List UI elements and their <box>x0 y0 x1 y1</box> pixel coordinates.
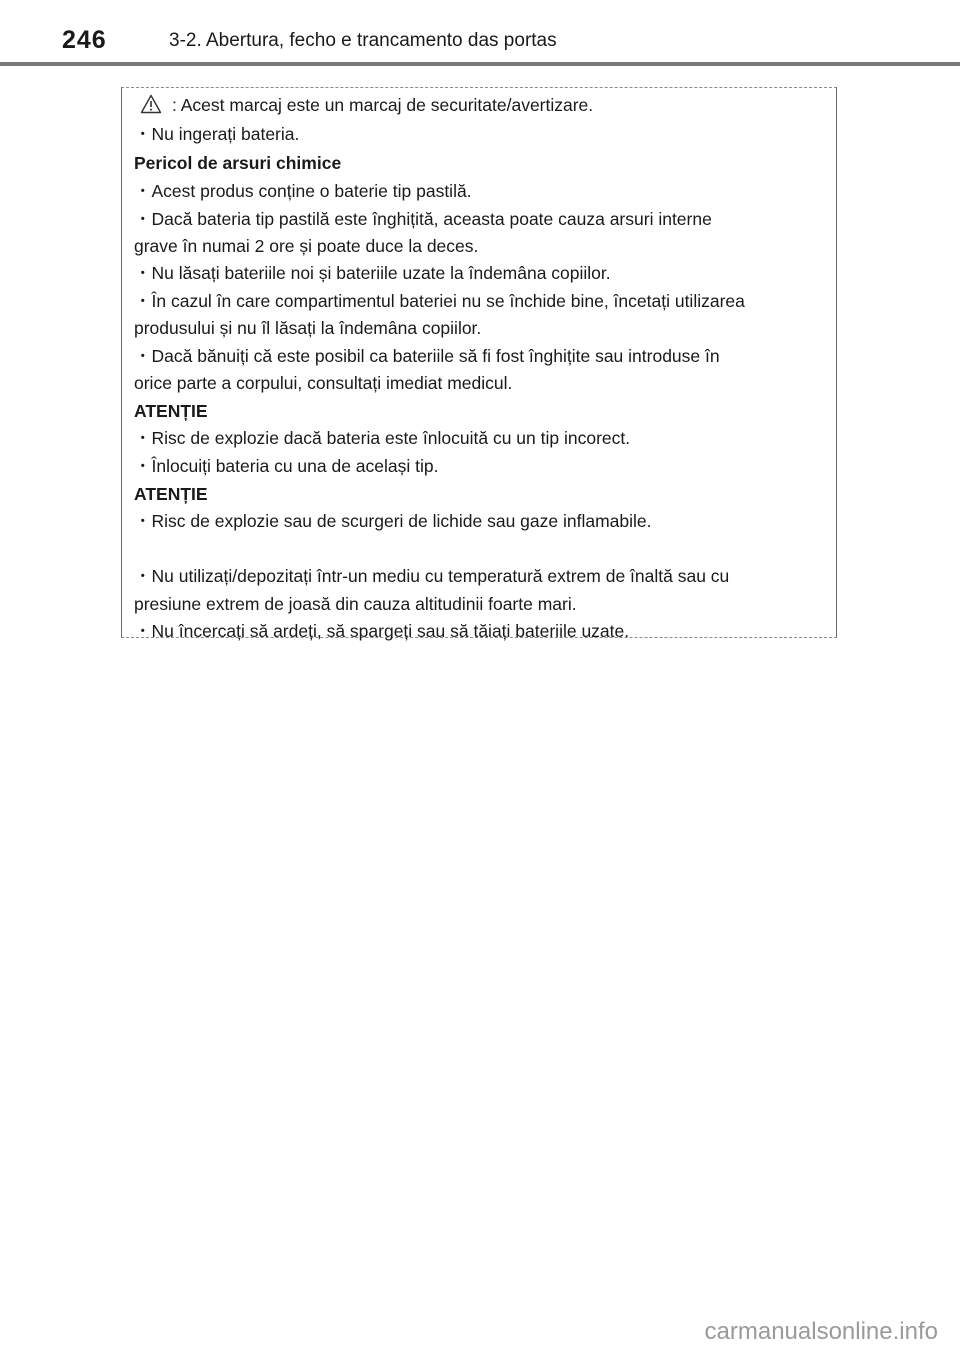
warning-line: ・Înlocuiți bateria cu una de același tip. <box>134 456 439 476</box>
warning-line: ・Nu încercați să ardeți, să spargeți sau să tăiați bateriile uzate. <box>134 621 630 641</box>
warning-line: ・Nu ingerați bateria. <box>134 124 300 144</box>
footer-watermark: carmanualsonline.info <box>704 1318 938 1345</box>
section-title: 3-2. Abertura, fecho e trancamento das portas <box>169 30 557 51</box>
warning-line: ・Acest produs conține o baterie tip pastilă. <box>134 181 472 201</box>
header-divider <box>0 62 960 66</box>
warning-heading: Pericol de arsuri chimice <box>134 153 342 173</box>
warning-line: ・În cazul în care compartimentul bateriei nu se închide bine, încetați utilizarea <box>134 291 745 311</box>
warning-box <box>121 87 837 641</box>
warning-heading: ATENȚIE <box>134 401 208 421</box>
warning-line: ・Dacă bănuiți că este posibil ca bateriile să fi fost înghițite sau introduse în <box>134 346 720 366</box>
warning-line: ・Risc de explozie dacă bateria este înlocuită cu un tip incorect. <box>134 428 631 448</box>
warning-line: ・Dacă bateria tip pastilă este înghițită, aceasta poate cauza arsuri interne <box>134 209 712 229</box>
warning-line: produsului și nu îl lăsați la îndemâna copiilor. <box>134 318 482 338</box>
warning-line: orice parte a corpului, consultați imediat medicul. <box>134 373 513 393</box>
page-number: 246 <box>62 26 107 54</box>
warning-line: grave în numai 2 ore și poate duce la deces. <box>134 236 479 256</box>
page-header <box>0 0 960 66</box>
warning-heading: ATENȚIE <box>134 484 208 504</box>
warning-line-text: : Acest marcaj este un marcaj de securitate/avertizare. <box>172 95 594 115</box>
warning-line: ・Risc de explozie sau de scurgeri de lichide sau gaze inflamabile. <box>134 511 652 531</box>
warning-line: presiune extrem de joasă din cauza altitudinii foarte mari. <box>134 594 577 614</box>
warning-triangle-icon <box>140 94 162 119</box>
warning-line: ・Nu utilizați/depozitați într-un mediu cu temperatură extrem de înaltă sau cu <box>134 566 730 586</box>
warning-line-marking <box>134 94 593 119</box>
warning-line: ・Nu lăsați bateriile noi și bateriile uzate la îndemâna copiilor. <box>134 263 611 283</box>
